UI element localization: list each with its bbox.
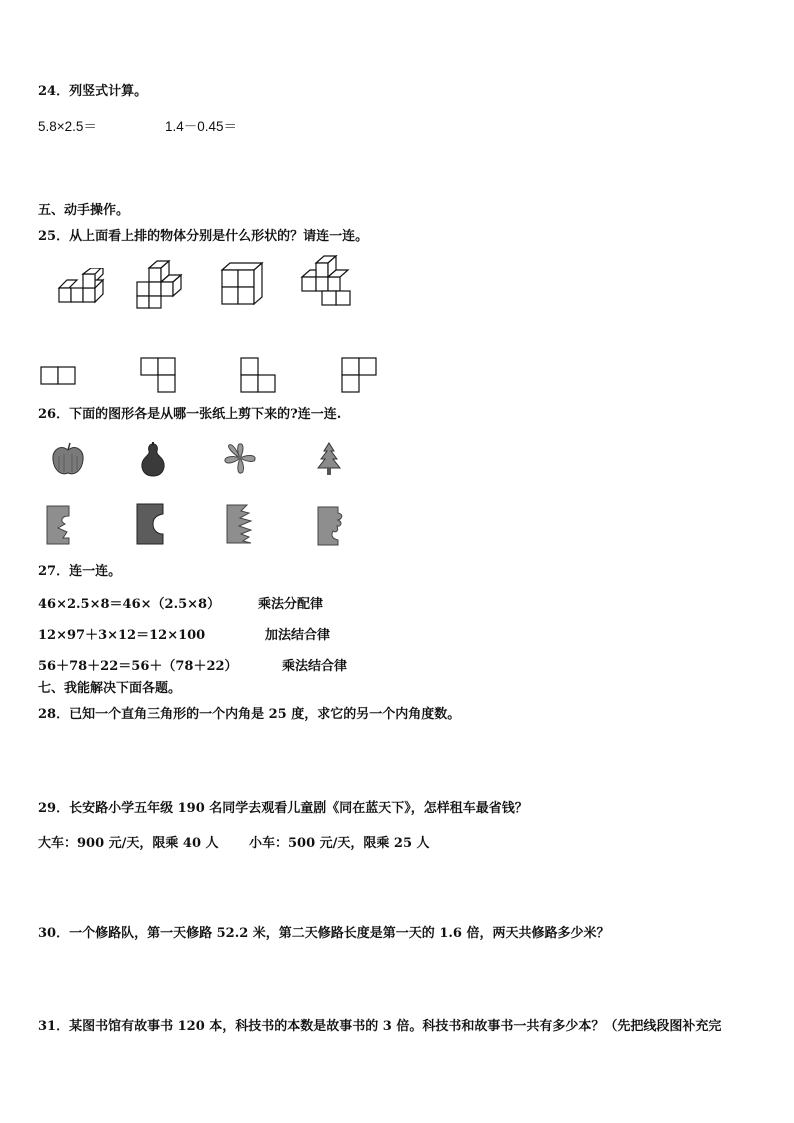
q27-expr-1: 46×2.5×8＝46×（2.5×8）	[38, 597, 221, 612]
l-shape-blocks-icon	[55, 268, 105, 308]
section-5-heading: 五、动手操作。	[38, 203, 130, 218]
q29-big-bus: 大车：900 元/天，限乘 40 人	[38, 836, 219, 851]
apple-icon	[50, 442, 86, 478]
l-three-squares-icon	[240, 357, 276, 393]
cube-2x2-icon	[218, 262, 270, 308]
q27-law-3: 乘法结合律	[282, 659, 348, 674]
q27-expr-2: 12×97＋3×12＝12×100	[38, 628, 206, 643]
q27-expr-3: 56＋78＋22＝56＋（78＋22）	[38, 659, 238, 674]
three-squares-icon	[140, 357, 176, 393]
stacked-blocks-icon	[135, 260, 189, 310]
q25-title: 25．从上面看上排的物体分别是什么形状的？请连一连。	[38, 229, 369, 244]
q30-text: 30．一个修路队，第一天修路 52.2 米，第二天修路长度是第一天的 1.6 倍，两天共修路多少米？	[38, 926, 610, 941]
q27-law-2: 加法结合律	[265, 628, 331, 643]
q31-text: 31．某图书馆有故事书 120 本，科技书的本数是故事书的 3 倍。科技书和故事书一共有多少本？（先把线段图补充完	[38, 1019, 722, 1034]
q27-title: 27．连一连。	[38, 564, 122, 579]
q24-expr-1: 5.8×2.5＝	[38, 119, 97, 134]
q27-law-1: 乘法分配律	[258, 597, 324, 612]
tree-icon	[315, 442, 343, 478]
cut-paper-1-icon	[45, 504, 77, 546]
q24-expr-2: 1.4－0.45＝	[165, 119, 238, 134]
corner-three-squares-icon	[341, 357, 377, 393]
q29-title: 29．长安路小学五年级 190 名同学去观看儿童剧《同在蓝天下》，怎样租车最省钱？	[38, 801, 528, 816]
cut-paper-4-icon	[316, 505, 348, 547]
cut-paper-2-icon	[135, 502, 167, 546]
q24-title: 24．列竖式计算。	[38, 84, 148, 99]
cut-paper-3-icon	[225, 503, 255, 545]
two-squares-icon	[40, 366, 76, 386]
gourd-icon	[138, 442, 168, 478]
flower-icon	[222, 442, 258, 476]
q29-small-bus: 小车：500 元/天，限乘 25 人	[249, 836, 430, 851]
section-7-heading: 七、我能解决下面各题。	[38, 681, 182, 696]
q26-title: 26．下面的图形各是从哪一张纸上剪下来的?连一连.	[38, 407, 342, 422]
corner-blocks-icon	[298, 255, 354, 307]
q28-text: 28．已知一个直角三角形的一个内角是 25 度，求它的另一个内角度数。	[38, 707, 461, 722]
